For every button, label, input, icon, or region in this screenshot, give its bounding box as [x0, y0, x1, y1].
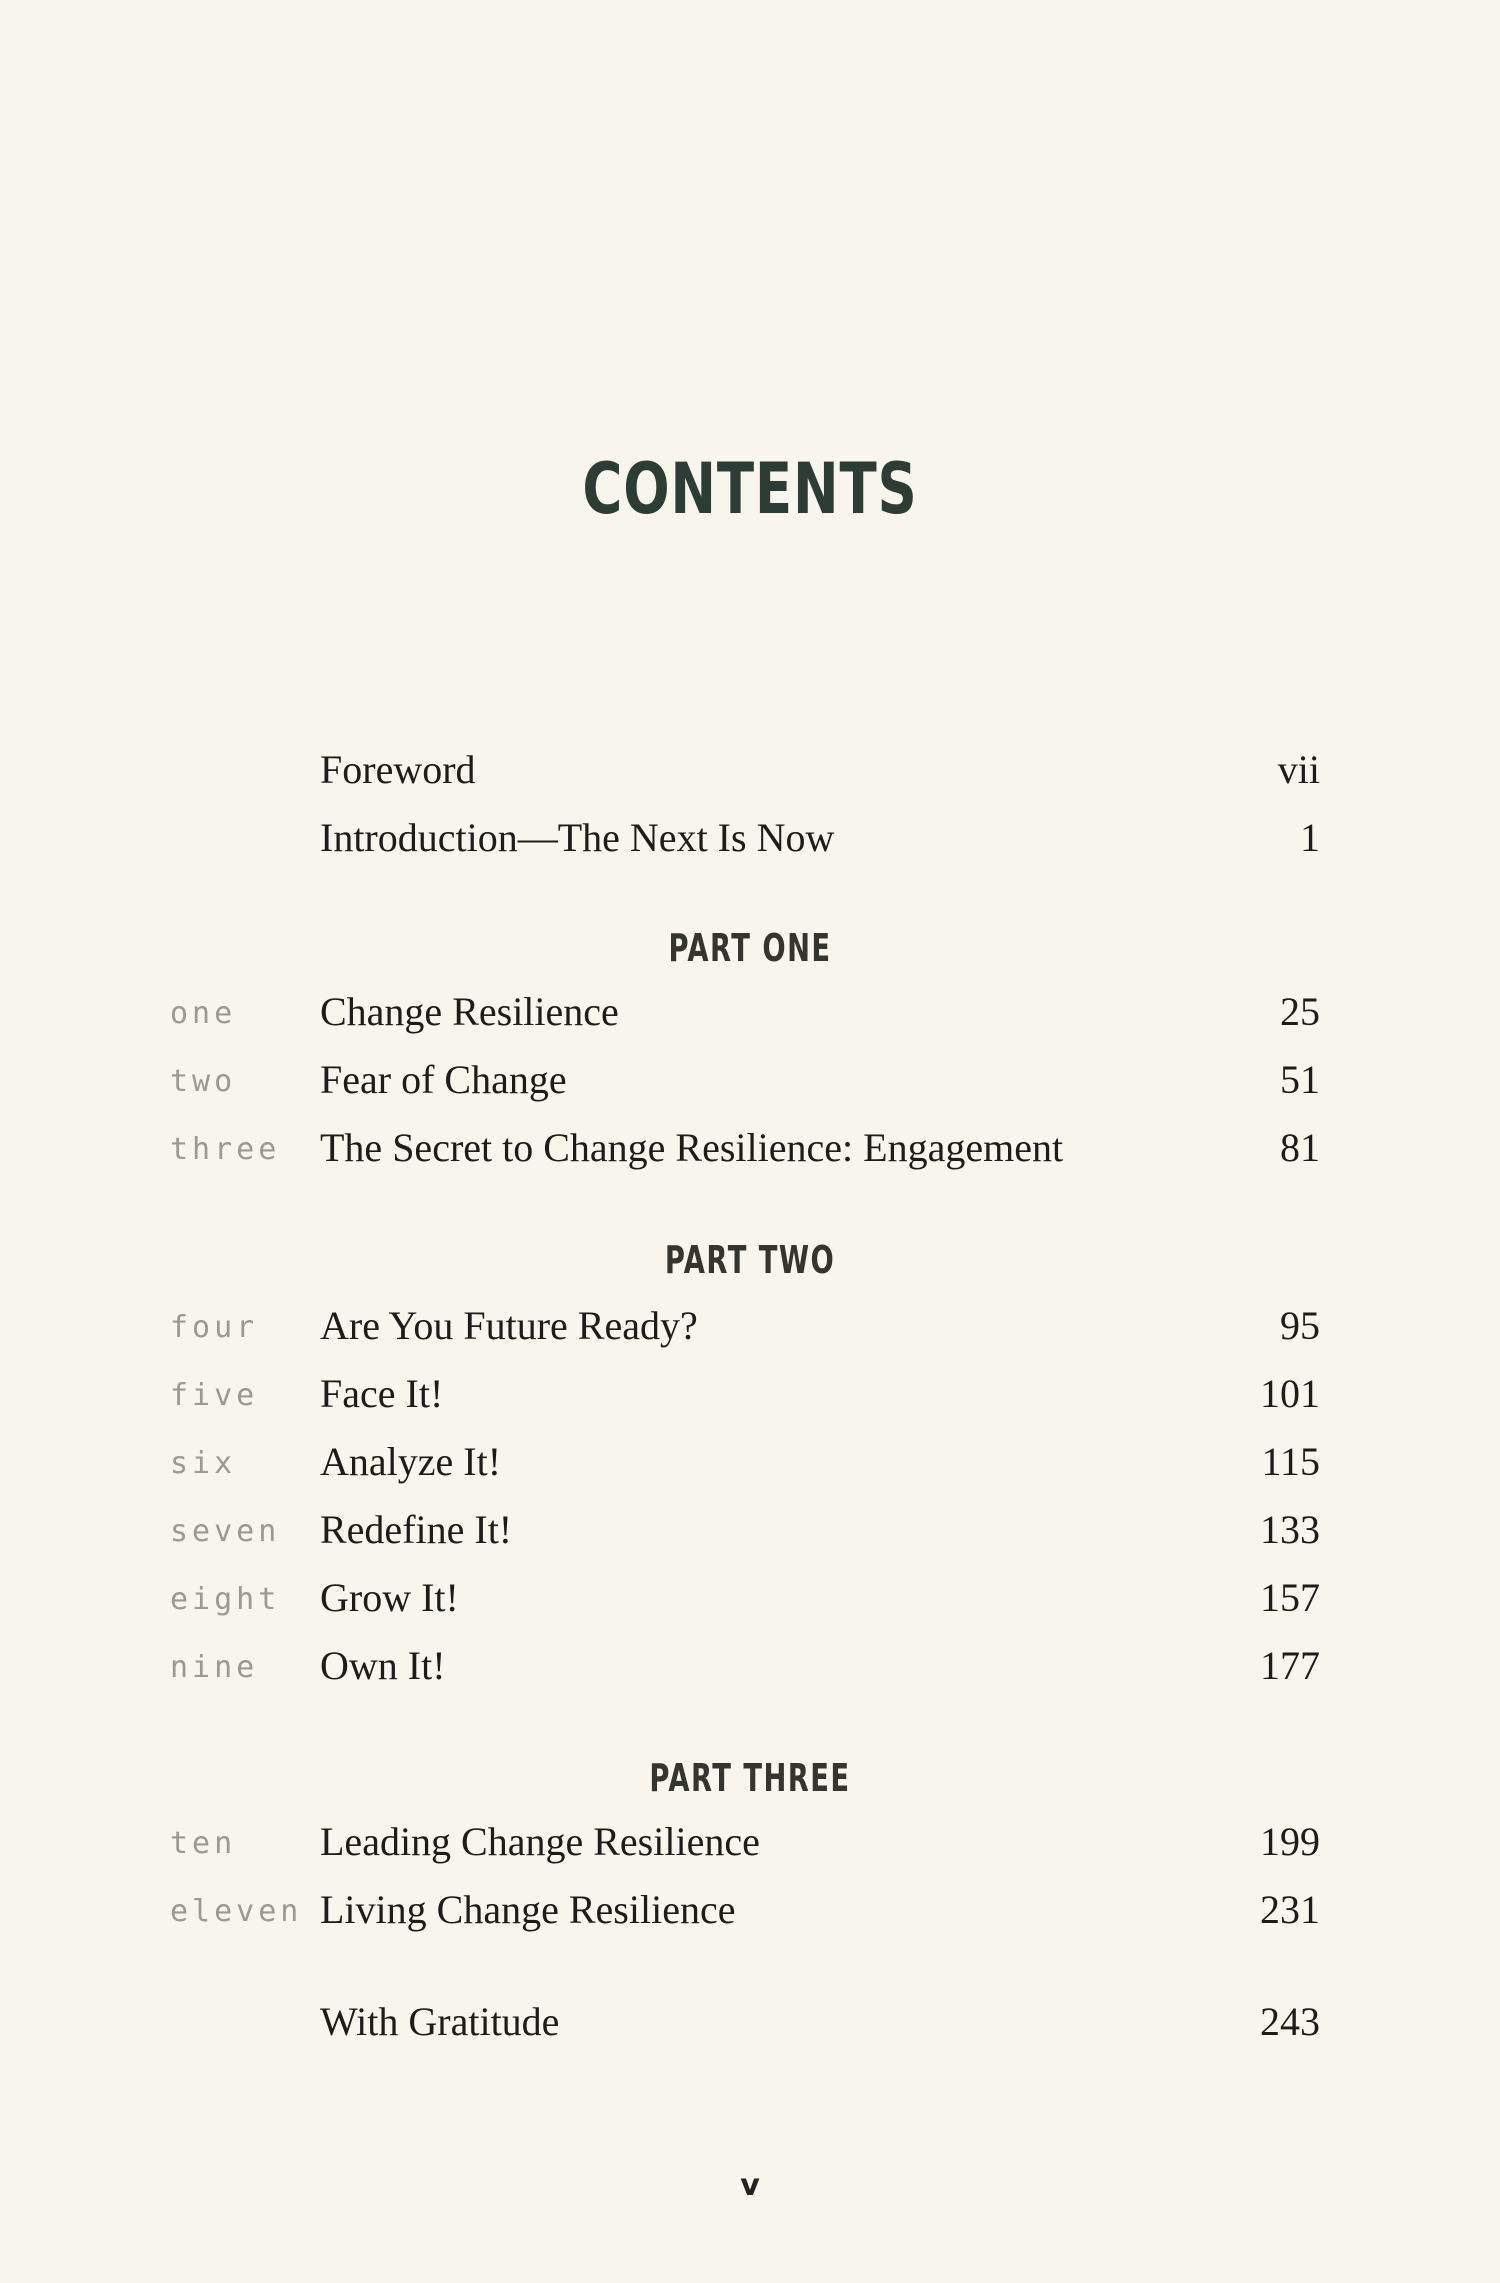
toc-entry-title: Own It! [320, 1643, 446, 1688]
chapter-number: six [170, 1446, 237, 1481]
chapter-number: ten [170, 1826, 237, 1861]
toc-entry-page: 95 [1280, 1303, 1320, 1348]
toc-entry-chapter [0, 988, 1500, 1048]
toc-entry-chapter [0, 1506, 1500, 1566]
toc-entry-title: Change Resilience [320, 989, 619, 1034]
part-one-heading: PART ONE [668, 926, 832, 970]
toc-entry-title: Are You Future Ready? [320, 1303, 698, 1348]
chapter-number: eight [170, 1582, 281, 1617]
toc-entry-title: Face It! [320, 1371, 444, 1416]
toc-entry-title: Foreword [320, 747, 476, 792]
toc-entry-foreword [0, 746, 1500, 806]
toc-entry-chapter [0, 1124, 1500, 1184]
toc-entry-chapter [0, 1438, 1500, 1498]
toc-entry-chapter [0, 1818, 1500, 1878]
toc-entry-chapter [0, 1056, 1500, 1116]
toc-entry-page: 199 [1260, 1819, 1320, 1864]
toc-entry-title: Introduction—The Next Is Now [320, 815, 835, 860]
toc-entry-introduction [0, 814, 1500, 874]
chapter-number: seven [170, 1514, 281, 1549]
toc-entry-page: 101 [1260, 1371, 1320, 1416]
toc-entry-page: 177 [1260, 1643, 1320, 1688]
part-two-heading: PART TWO [664, 1238, 836, 1282]
toc-entry-title: Analyze It! [320, 1439, 502, 1484]
toc-entry-title: Leading Change Resilience [320, 1819, 760, 1864]
toc-entry-gratitude [0, 1998, 1500, 2058]
toc-entry-page: 133 [1260, 1507, 1320, 1552]
page-number: v [740, 2168, 760, 2203]
chapter-number: two [170, 1064, 237, 1099]
toc-entry-chapter [0, 1302, 1500, 1362]
toc-entry-title: With Gratitude [320, 1999, 560, 2044]
toc-entry-page: 231 [1260, 1887, 1320, 1932]
toc-entry-page: 25 [1280, 989, 1320, 1034]
toc-entry-chapter [0, 1574, 1500, 1634]
toc-entry-page: 157 [1260, 1575, 1320, 1620]
toc-entry-title: Grow It! [320, 1575, 459, 1620]
page-title: CONTENTS [582, 448, 918, 530]
part-three-heading: PART THREE [649, 1756, 851, 1800]
toc-entry-page: 51 [1280, 1057, 1320, 1102]
toc-entry-title: Redefine It! [320, 1507, 513, 1552]
toc-entry-page: vii [1277, 747, 1320, 792]
toc-entry-chapter [0, 1886, 1500, 1946]
toc-entry-title: Living Change Resilience [320, 1887, 736, 1932]
chapter-number: four [170, 1310, 259, 1345]
toc-entry-title: Fear of Change [320, 1057, 567, 1102]
toc-entry-chapter [0, 1370, 1500, 1430]
chapter-number: nine [170, 1650, 259, 1685]
chapter-number: three [170, 1132, 281, 1167]
toc-entry-page: 1 [1300, 815, 1320, 860]
chapter-number: five [170, 1378, 259, 1413]
chapter-number: eleven [170, 1894, 303, 1929]
toc-entry-chapter [0, 1642, 1500, 1702]
toc-entry-title: The Secret to Change Resilience: Engagement [320, 1125, 1064, 1170]
toc-entry-page: 115 [1261, 1439, 1320, 1484]
chapter-number: one [170, 996, 237, 1031]
toc-entry-page: 243 [1260, 1999, 1320, 2044]
toc-entry-page: 81 [1280, 1125, 1320, 1170]
